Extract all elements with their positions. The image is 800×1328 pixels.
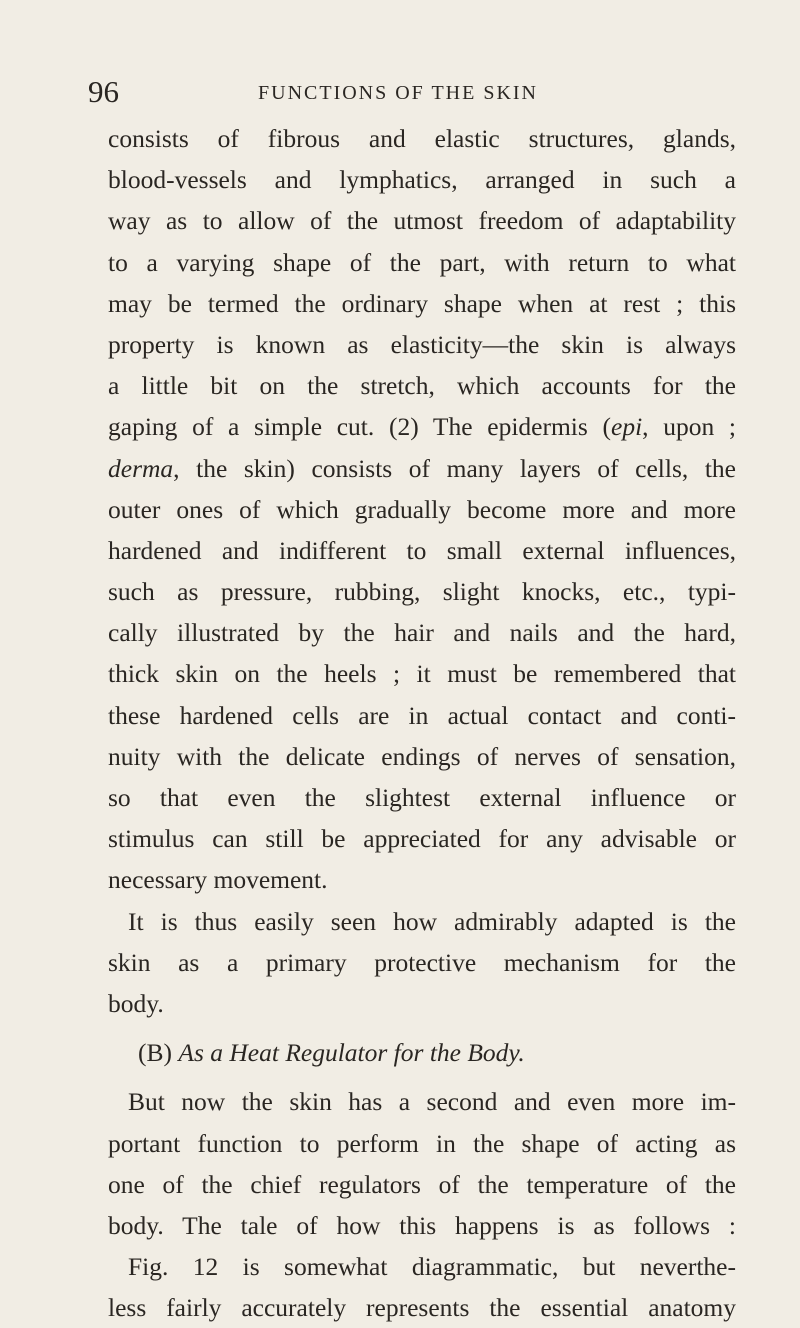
text-line: property is known as elasticity—the skin is always [108,329,736,359]
text-line: blood-vessels and lymphatics, arranged in such a [108,165,736,195]
text-line: skin as a primary protective mechanism for the [108,947,736,977]
running-title: FUNCTIONS OF THE SKIN [258,82,538,104]
text-line [108,448,736,489]
text-line: may be termed the ordinary shape when at rest ; this [108,288,736,318]
text-run: , the skin) consists of many layers of cells, the [173,453,736,483]
text-line: Fig. 12 is somewhat diagrammatic, but neverthe- [128,1252,736,1282]
text-line: these hardened cells are in actual contact and conti- [108,700,736,730]
body-text [108,118,736,1328]
page-number: 96 [88,74,119,109]
italic-term: epi [611,412,643,442]
text-line: nuity with the delicate endings of nerves of sensation, [108,741,736,771]
text-line: body. The tale of how this happens is as follows : [108,1210,736,1240]
text-line: less fairly accurately represents the essential anatomy [108,1293,736,1323]
text-line: It is thus easily seen how admirably adapted is the [128,906,736,936]
text-run: gaping of a simple cut. (2) The epidermis ( [108,412,611,442]
text-line: outer ones of which gradually become more and more [108,494,736,524]
text-line: stimulus can still be appreciated for any advisable or [108,824,736,854]
italic-term: derma [108,453,174,483]
text-line: body. [108,988,164,1018]
text-line: thick skin on the heels ; it must be remembered that [108,659,736,689]
text-line: to a varying shape of the part, with return to what [108,247,736,277]
text-line: way as to allow of the utmost freedom of adaptability [108,206,736,236]
subheading-label: (B) [138,1038,179,1068]
text-line: portant function to perform in the shape of acting as [108,1128,736,1158]
text-line: a little bit on the stretch, which accounts for the [108,371,736,401]
text-line: But now the skin has a second and even more im- [128,1087,736,1117]
text-line: cally illustrated by the hair and nails and the hard, [108,618,736,648]
text-line: such as pressure, rubbing, slight knocks, etc., typi- [108,577,736,607]
page-header [88,72,768,112]
text-line: one of the chief regulators of the temperature of the [108,1169,736,1199]
text-line: so that even the slightest external influence or [108,783,736,812]
text-run: , upon ; [642,412,737,442]
text-line: necessary movement. [108,865,328,895]
section-subheading [108,1032,736,1073]
text-line: consists of fibrous and elastic structures, glands, [108,124,736,153]
text-line: hardened and indifferent to small external influences, [108,535,736,565]
text-line [108,406,736,447]
subheading-title: As a Heat Regulator for the Body. [178,1038,525,1068]
